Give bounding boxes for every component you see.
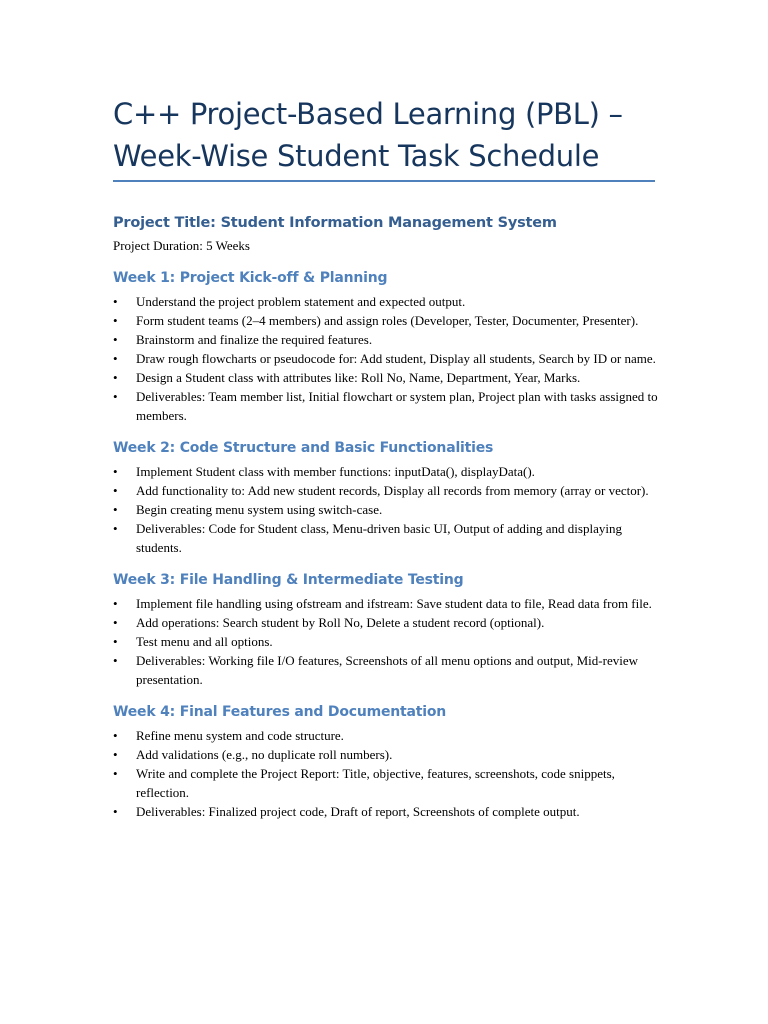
task-item: [113, 330, 658, 349]
bullet-icon: •: [113, 483, 118, 498]
task-item: [113, 462, 658, 481]
bullet-icon: •: [113, 389, 118, 404]
bullet-icon: •: [113, 370, 118, 385]
bullet-icon: •: [113, 313, 118, 328]
project-duration: Project Duration: 5 Weeks: [113, 238, 250, 253]
week-section: [113, 267, 658, 425]
task-item: [113, 500, 658, 519]
document-body: [113, 212, 658, 821]
bullet-icon: •: [113, 766, 118, 781]
bullet-icon: •: [113, 351, 118, 366]
task-item: [113, 519, 658, 557]
task-list: [113, 292, 658, 425]
task-item: [113, 632, 658, 651]
bullet-icon: •: [113, 728, 118, 743]
bullet-icon: •: [113, 294, 118, 309]
task-item: [113, 368, 658, 387]
task-list: [113, 462, 658, 557]
task-list: [113, 594, 658, 689]
task-item: [113, 613, 658, 632]
task-text: Add functionality to: Add new student records, Display all records from memory (array or vector).: [136, 483, 649, 498]
task-text: Understand the project problem statement and expected output.: [136, 294, 466, 309]
task-item: [113, 802, 658, 821]
title-line-1: C++ Project-Based Learning (PBL) –: [113, 97, 623, 131]
title-underline-rule: [113, 180, 655, 182]
task-item: [113, 764, 658, 802]
task-item: [113, 311, 658, 330]
task-text: Form student teams (2–4 members) and assign roles (Developer, Tester, Documenter, Presenter).: [136, 313, 639, 328]
bullet-icon: •: [113, 804, 118, 819]
bullet-icon: •: [113, 596, 118, 611]
week-heading: Week 1: Project Kick-off & Planning: [113, 270, 388, 286]
task-list: [113, 726, 658, 821]
task-text: Write and complete the Project Report: Title, objective, features, screenshots, code snippets, reflection.: [136, 766, 615, 800]
document-title: [113, 93, 673, 177]
task-text: Draw rough flowcharts or pseudocode for: Add student, Display all students, Search by ID or name.: [136, 351, 656, 366]
task-item: [113, 745, 658, 764]
task-text: Deliverables: Team member list, Initial flowchart or system plan, Project plan with tasks assigned to members.: [136, 389, 658, 423]
task-item: [113, 651, 658, 689]
task-text: Implement Student class with member functions: inputData(), displayData().: [136, 464, 535, 479]
task-text: Design a Student class with attributes like: Roll No, Name, Department, Year, Marks.: [136, 370, 581, 385]
bullet-icon: •: [113, 634, 118, 649]
week-heading: Week 4: Final Features and Documentation: [113, 704, 447, 720]
task-text: Brainstorm and finalize the required features.: [136, 332, 373, 347]
task-item: [113, 349, 658, 368]
task-text: Refine menu system and code structure.: [136, 728, 344, 743]
task-text: Implement file handling using ofstream and ifstream: Save student data to file, Read data from file.: [136, 596, 652, 611]
title-line-2: Week-Wise Student Task Schedule: [113, 139, 600, 173]
week-section: [113, 701, 658, 821]
task-text: Deliverables: Working file I/O features, Screenshots of all menu options and output, Mid-review presentation.: [136, 653, 638, 687]
bullet-icon: •: [113, 502, 118, 517]
bullet-icon: •: [113, 332, 118, 347]
bullet-icon: •: [113, 747, 118, 762]
bullet-icon: •: [113, 653, 118, 668]
task-text: Deliverables: Code for Student class, Menu-driven basic UI, Output of adding and displaying students.: [136, 521, 622, 555]
task-item: [113, 387, 658, 425]
bullet-icon: •: [113, 615, 118, 630]
task-text: Add validations (e.g., no duplicate roll numbers).: [136, 747, 393, 762]
task-item: [113, 594, 658, 613]
week-heading: Week 2: Code Structure and Basic Functionalities: [113, 440, 494, 456]
bullet-icon: •: [113, 464, 118, 479]
project-title-heading: Project Title: Student Information Management System: [113, 215, 557, 231]
task-item: [113, 481, 658, 500]
task-item: [113, 292, 658, 311]
task-item: [113, 726, 658, 745]
week-section: [113, 569, 658, 689]
task-text: Deliverables: Finalized project code, Draft of report, Screenshots of complete output.: [136, 804, 580, 819]
week-section: [113, 437, 658, 557]
task-text: Test menu and all options.: [136, 634, 273, 649]
bullet-icon: •: [113, 521, 118, 536]
task-text: Begin creating menu system using switch-case.: [136, 502, 383, 517]
task-text: Add operations: Search student by Roll No, Delete a student record (optional).: [136, 615, 545, 630]
week-heading: Week 3: File Handling & Intermediate Testing: [113, 572, 464, 588]
